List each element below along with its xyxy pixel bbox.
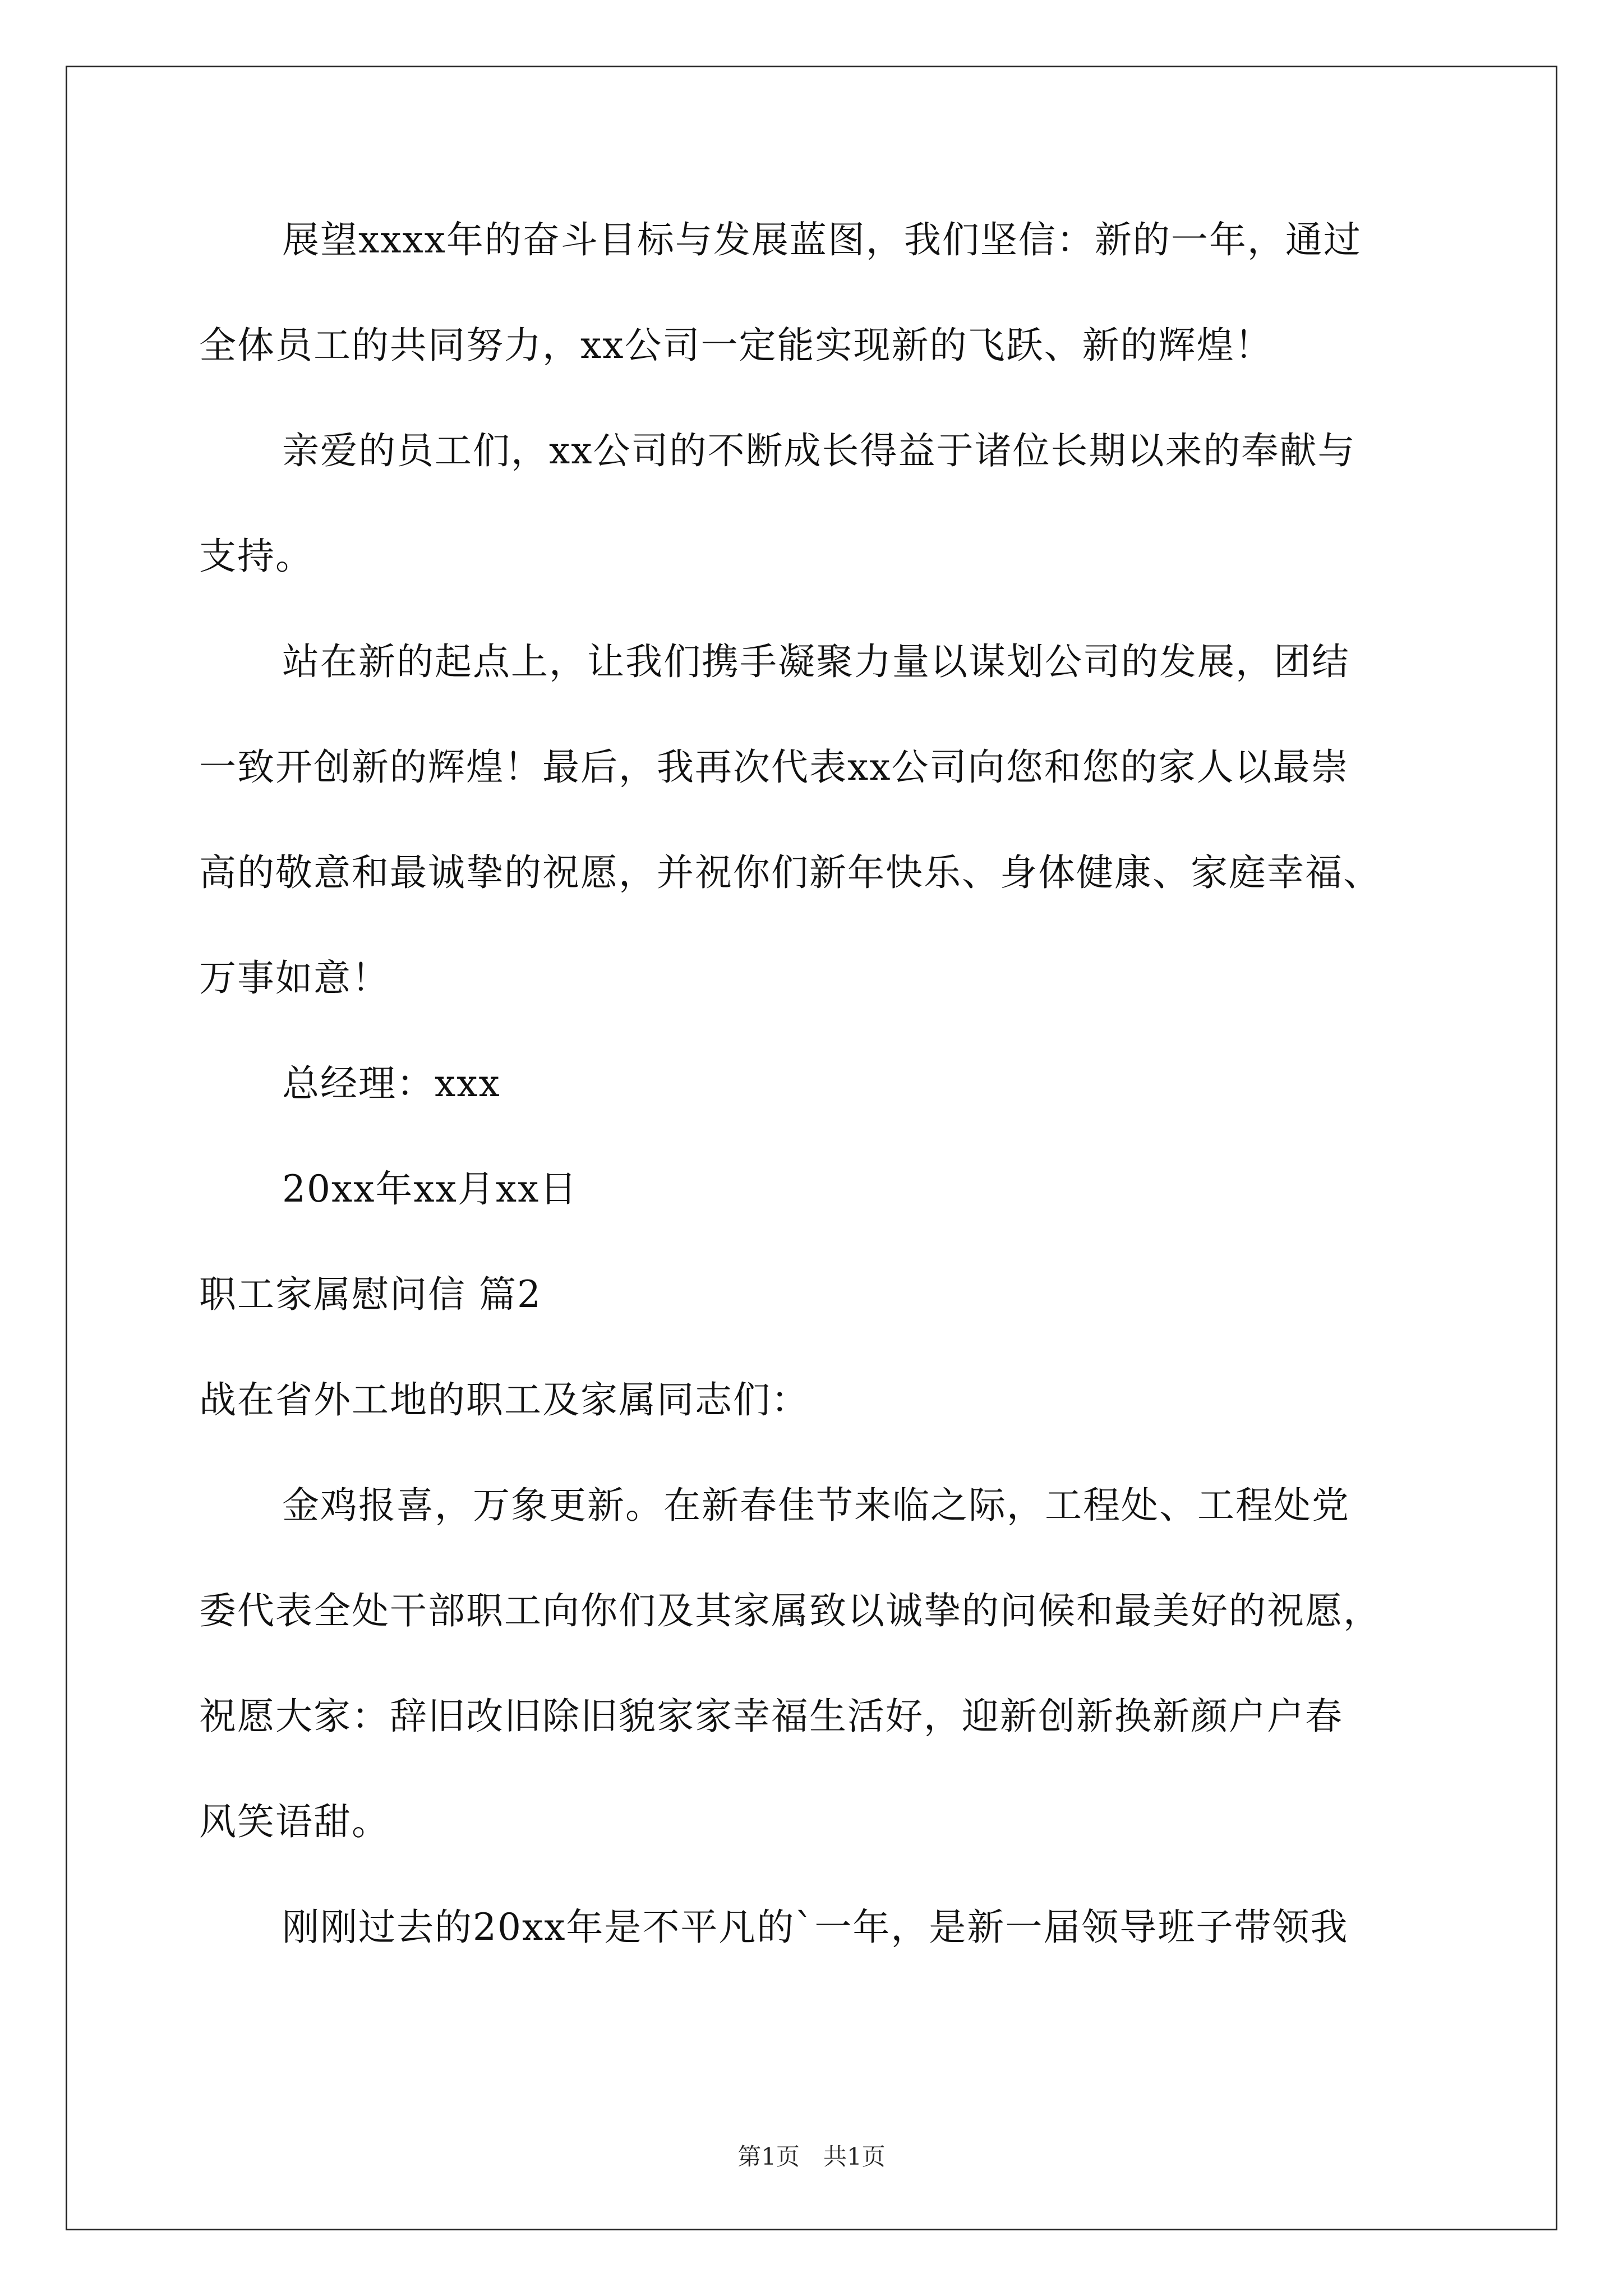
paragraph-line: 金鸡报喜，万象更新。在新春佳节来临之际，工程处、工程处党 [282, 1484, 1350, 1527]
paragraph-line: 站在新的起点上，让我们携手凝聚力量以谋划公司的发展，团结 [282, 640, 1350, 683]
paragraph-line: 亲爱的员工们，xx公司的不断成长得益于诸位长期以来的奉献与 [282, 429, 1356, 472]
salutation-line: 战在省外工地的职工及家属同志们： [199, 1378, 809, 1421]
paragraph-line: 万事如意！ [199, 956, 390, 1000]
paragraph-line: 展望xxxx年的奋斗目标与发展蓝图，我们坚信：新的一年，通过 [282, 218, 1362, 261]
signature-line: 总经理：xxx [282, 1062, 501, 1105]
paragraph-line: 高的敬意和最诚挚的祝愿，并祝你们新年快乐、身体健康、家庭幸福、 [199, 851, 1381, 894]
section-heading: 职工家属慰问信 篇2 [199, 1273, 542, 1316]
paragraph-line: 风笑语甜。 [199, 1800, 390, 1843]
page-footer: 第1页 共1页 [737, 2143, 886, 2170]
paragraph-line: 委代表全处干部职工向你们及其家属致以诚挚的问候和最美好的祝愿， [199, 1589, 1381, 1632]
paragraph-line: 支持。 [199, 535, 313, 578]
paragraph-line: 祝愿大家：辞旧改旧除旧貌家家幸福生活好，迎新创新换新颜户户春 [199, 1695, 1343, 1738]
paragraph-line: 全体员工的共同努力，xx公司一定能实现新的飞跃、新的辉煌！ [199, 324, 1273, 367]
date-line: 20xx年xx月xx日 [282, 1167, 578, 1211]
paragraph-line: 一致开创新的辉煌！最后，我再次代表xx公司向您和您的家人以最崇 [199, 746, 1349, 789]
paragraph-line: 刚刚过去的20xx年是不平凡的`一年，是新一届领导班子带领我 [282, 1906, 1349, 1949]
